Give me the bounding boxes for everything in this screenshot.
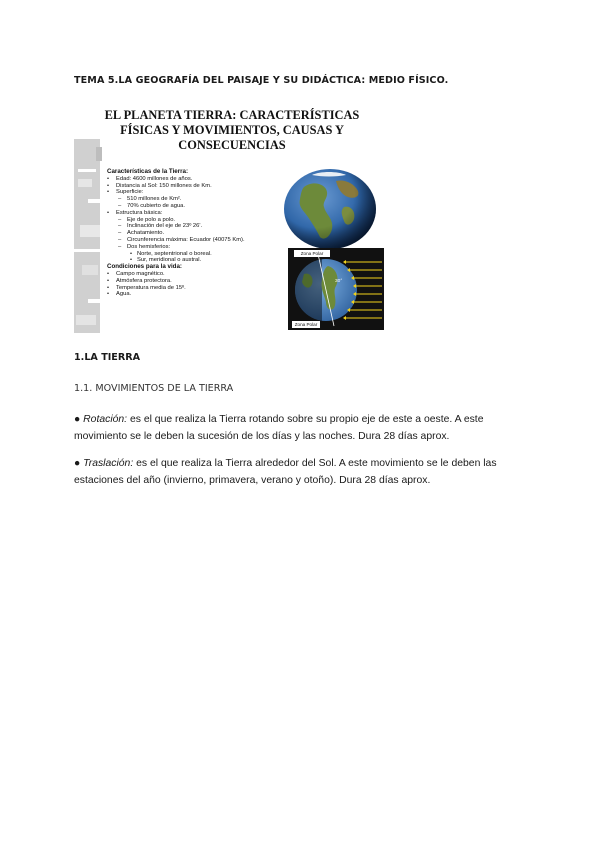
list-item: • Distancia al Sol: 150 millones de Km. (107, 183, 277, 190)
slide-decoration (74, 139, 108, 333)
diagram-angle-label: 30° (335, 279, 343, 284)
rotation-term: Rotación: (83, 414, 128, 425)
earth-globe-icon (282, 167, 378, 251)
list-item: • Superficie: (107, 189, 277, 196)
list-item: – 70% cubierto de agua. (107, 203, 277, 210)
list-item: • Edad: 4600 millones de años. (107, 176, 277, 183)
section-heading: 1.LA TIERRA (74, 352, 141, 363)
list-item: • Estructura básica: (107, 210, 277, 217)
slide-title: EL PLANETA TIERRA: CARACTERÍSTICAS FÍSICAS Y MOVIMIENTOS, CAUSAS Y CONSECUENCIAS (104, 108, 360, 152)
subsection-heading: 1.1. MOVIMIENTOS DE LA TIERRA (74, 383, 234, 394)
rotation-text: es el que realiza la Tierra rotando sobre su propio eje de este a oeste. A este movimiento se le deben la sucesión de los días y las noches. Dura 28 días aprox. (74, 414, 484, 442)
life-heading: Condiciones para la vida: (107, 263, 182, 271)
list-item: • Sur, meridional o austral. (107, 257, 277, 264)
slide-text (107, 169, 277, 298)
bullet: ● (74, 414, 81, 425)
list-item: • Campo magnético. (107, 271, 277, 278)
list-item: • Norte, septentrional o boreal. (107, 251, 277, 258)
list-item: – Eje de polo a polo. (107, 217, 277, 224)
bullet: ● (74, 458, 81, 469)
list-item: – 510 millones de Km². (107, 196, 277, 203)
translation-paragraph (74, 455, 534, 489)
rotation-paragraph (74, 411, 534, 445)
characteristics-heading: Características de la Tierra: (107, 168, 189, 175)
diagram-top-label: Zona Polar (300, 251, 324, 257)
list-item: – Achatamiento. (107, 230, 277, 237)
document-title: TEMA 5.LA GEOGRAFÍA DEL PAISAJE Y SU DIDÁCTICA: MEDIO FÍSICO. (74, 75, 449, 86)
list-item: – Dos hemisferios: (107, 244, 277, 251)
list-item: • Atmósfera protectora. (107, 278, 277, 285)
list-item: • Temperatura media de 15º. (107, 285, 277, 292)
list-item: • Agua. (107, 291, 277, 298)
list-item: – Circunferencia máxima: Ecuador (40075 Km). (107, 237, 277, 244)
diagram-bottom-label: Zona Polar (294, 322, 318, 328)
list-item: – Inclinación del eje de 23º 26'. (107, 223, 277, 230)
sun-rays-diagram (288, 248, 384, 330)
slide-image (74, 103, 390, 333)
translation-term: Traslación: (83, 458, 134, 469)
translation-text: es el que realiza la Tierra alrededor del Sol. A este movimiento se le deben las estaciones del año (invierno, primavera, verano y otoño). Dura 28 días aprox. (74, 458, 497, 486)
